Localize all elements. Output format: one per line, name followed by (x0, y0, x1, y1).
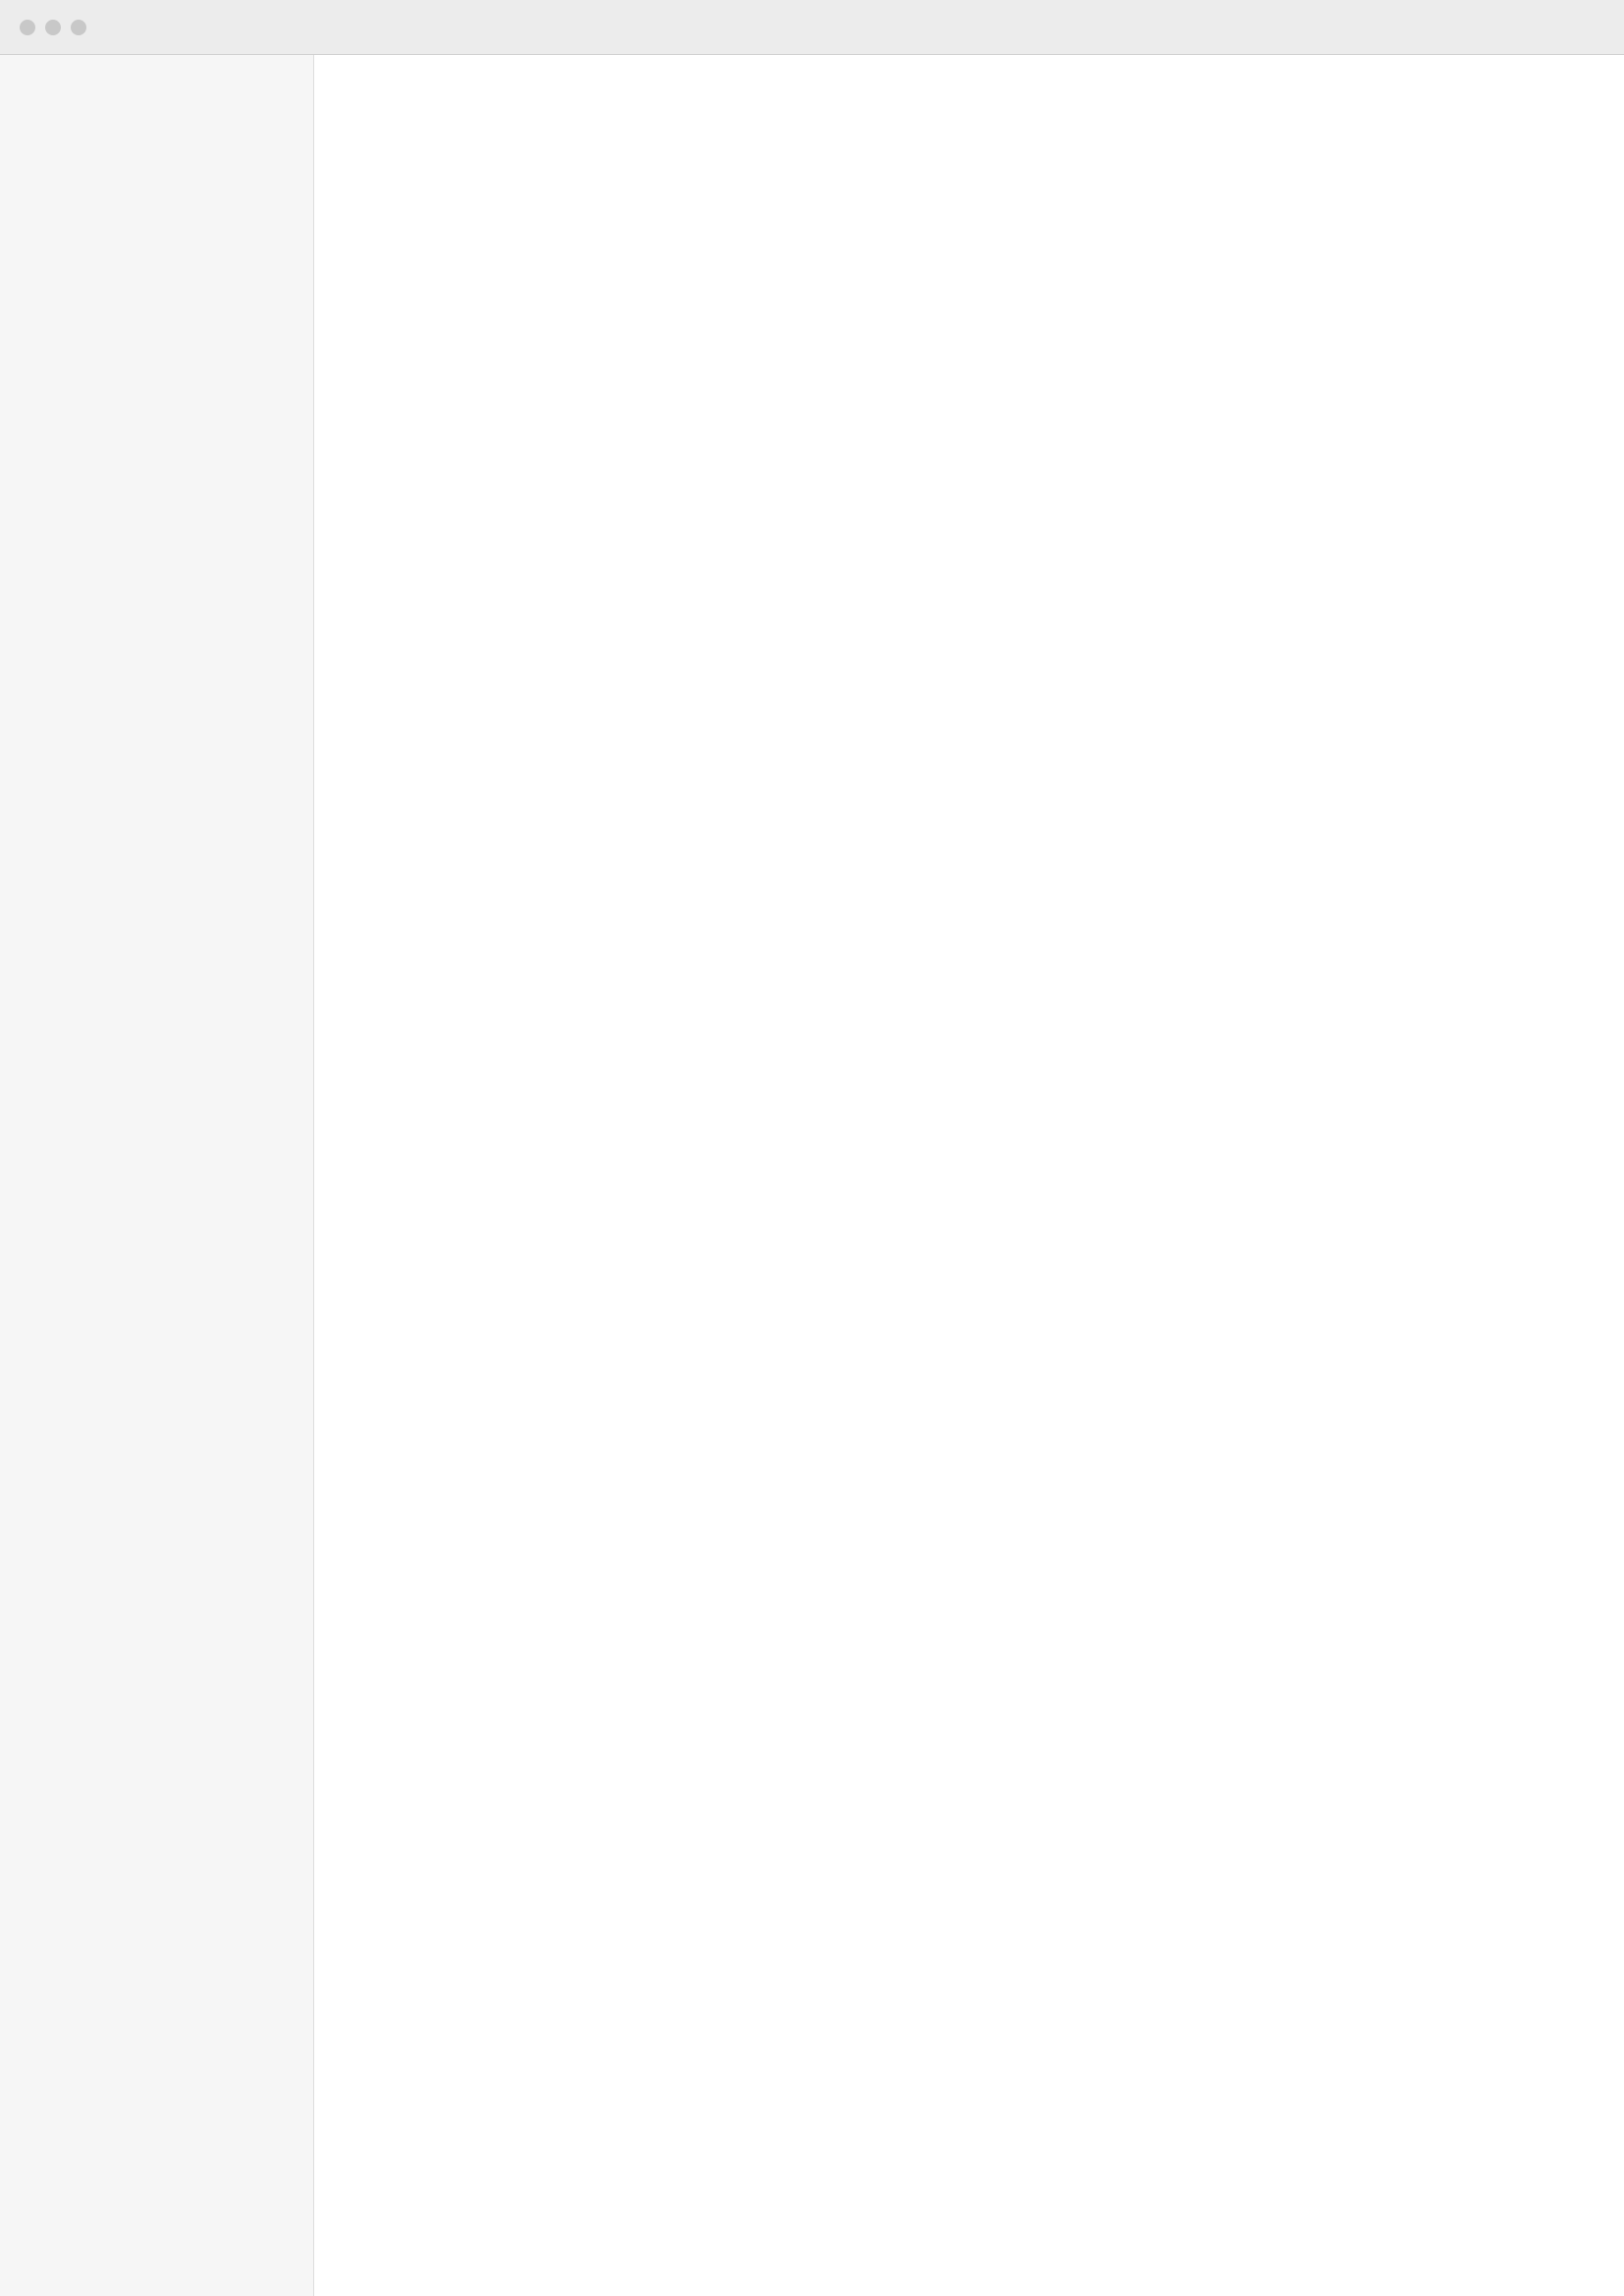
sidebar (0, 55, 314, 2296)
main-content (314, 55, 1624, 2296)
maximize-window-button[interactable] (71, 20, 86, 35)
title-bar (0, 0, 1624, 55)
minimize-window-button[interactable] (45, 20, 61, 35)
window-controls (20, 20, 86, 35)
window-body (0, 55, 1624, 2296)
close-window-button[interactable] (20, 20, 35, 35)
